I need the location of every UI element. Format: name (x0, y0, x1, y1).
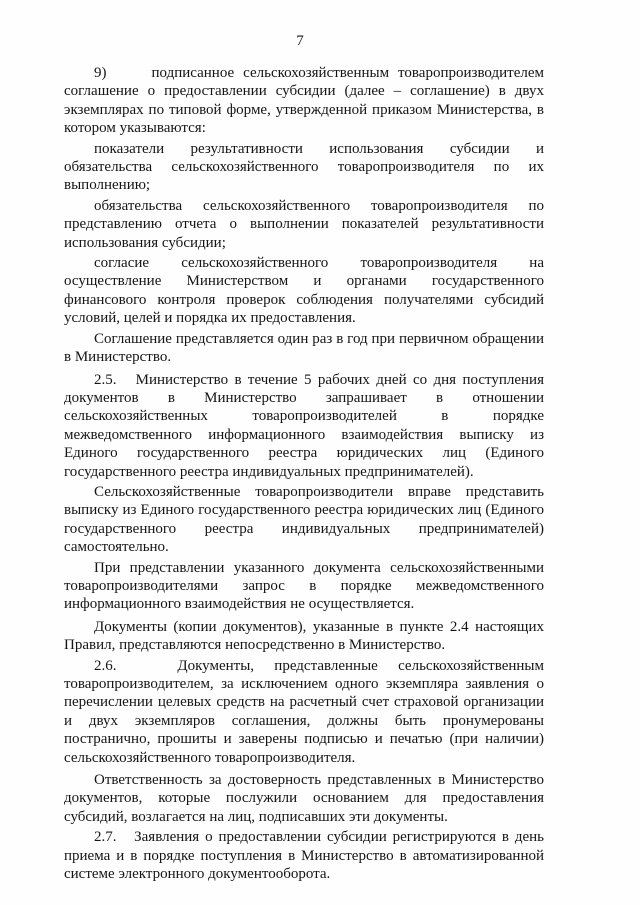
paragraph-section-2-6: 2.6. Документы, представленные сельскохозяйственным товаропроизводителем, за исключением одного экземпляра заявления о перечислении целевых средств на расчетный счет страховой организации и двух экземпляров соглашения, должны быть пронумерованы постранично, прошиты и заверены подписью и печатью (при наличии) сельскохозяйственного товаропроизводителя. (64, 657, 544, 766)
paragraph-performance-indicators: показатели результативности использования субсидии и обязательства сельскохозяйственного товаропроизводителя по их выполнению; (64, 140, 544, 194)
document-body (64, 64, 544, 883)
page-number: 7 (296, 33, 304, 49)
paragraph-reporting-obligations: обязательства сельскохозяйственного товаропроизводителя по представлению отчета о выполнении показателей результативности использования субсидии; (64, 197, 544, 251)
paragraph-agreement-submission: Соглашение представляется один раз в год при первичном обращении в Министерство. (64, 330, 544, 366)
paragraph-direct-submission: Документы (копии документов), указанные в пункте 2.4 настоящих Правил, представляются непосредственно в Министерство. (64, 618, 544, 654)
paragraph-item-9: 9) подписанное сельскохозяйственным товаропроизводителем соглашение о предоставлении субсидии (далее – соглашение) в двух экземплярах по типовой форме, утвержденной приказом Министерства, в котором указываются: (64, 65, 544, 137)
paragraph-section-2-7: 2.7. Заявления о предоставлении субсидии регистрируются в день приема и в порядке поступления в Министерство в автоматизированной системе электронного документооборота. (64, 829, 544, 883)
paragraph-responsibility: Ответственность за достоверность представленных в Министерство документов, которые послужили основанием для предоставления субсидий, возлагается на лиц, подписавших эти документы. (64, 772, 544, 825)
paragraph-no-request: При представлении указанного документа сельскохозяйственными товаропроизводителями запрос в порядке межведомственного информационного взаимодействия не осуществляется. (64, 559, 544, 613)
paragraph-self-submission: Сельскохозяйственные товаропроизводители вправе представить выписку из Единого государственного реестра юридических лиц (Единого государственного реестра индивидуальных предпринимателей) самостоятельно. (64, 483, 544, 556)
paragraph-section-2-5: 2.5. Министерство в течение 5 рабочих дней со дня поступления документов в Министерство запрашивает в отношении сельскохозяйственных товаропроизводителей в порядке межведомственного информационного взаимодействия выписку из Единого государственного реестра юридических лиц (Единого государственного реестра индивидуальных предпринимателей). (64, 371, 544, 480)
paragraph-inspection-consent: согласие сельскохозяйственного товаропроизводителя на осуществление Министерством и органами государственного финансового контроля проверок соблюдения получателями субсидий условий, целей и порядка их предоставления. (64, 255, 544, 327)
